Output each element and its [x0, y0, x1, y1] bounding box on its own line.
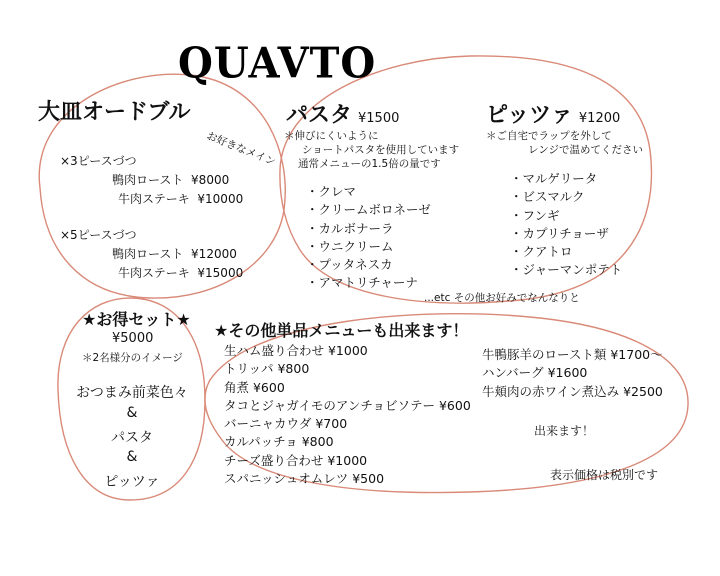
platter-item-name: 牛肉ステーキ: [118, 266, 190, 280]
platter-group-label: ×3ピースづつ: [60, 154, 137, 168]
pasta-item: ・クレマ: [306, 184, 357, 199]
others-heading: ★その他単品メニューも出来ます！: [214, 321, 469, 340]
pizza-item: ・マルゲリータ: [510, 171, 598, 186]
others-item: チーズ盛り合わせ ¥1000: [224, 452, 368, 468]
set-line: パスタ: [111, 430, 153, 446]
platter-item: [118, 264, 243, 281]
set-line: おつまみ前菜色々: [76, 385, 188, 401]
set-line: ピッツァ: [104, 474, 160, 490]
pizza-list: [510, 170, 622, 280]
others-item: 牛頬肉の赤ワイン煮込み ¥2500: [482, 383, 663, 399]
pasta-item: ・クリームボロネーゼ: [306, 202, 431, 218]
pizza-item: ・クアトロ: [510, 244, 573, 260]
pasta-price: ¥1500: [358, 111, 400, 126]
pasta-item: ・カルボナーラ: [306, 220, 394, 236]
others-item: ハンバーグ ¥1600: [482, 365, 588, 381]
others-closing: 出来ます！: [534, 424, 595, 438]
pasta-note: ＊伸びにくいように: [284, 130, 379, 142]
pizza-price: ¥1200: [578, 111, 621, 126]
platter-item: [112, 171, 229, 188]
others-item: トリッパ ¥800: [224, 361, 310, 377]
platter-item-price: ¥15000: [197, 266, 244, 280]
platter-item-name: 牛肉ステーキ: [118, 192, 190, 206]
set-note: ＊2名様分のイメージ: [82, 352, 183, 364]
others-item: 生ハム盛り合わせ ¥1000: [224, 343, 368, 358]
platter-item-price: ¥10000: [197, 192, 244, 206]
others-item: 角煮 ¥600: [224, 379, 285, 395]
pasta-note: ショートパスタを使用しています: [302, 144, 460, 156]
platter-item-price: ¥8000: [191, 173, 230, 187]
others-item: バーニャカウダ ¥700: [224, 416, 348, 432]
platter-item: [112, 245, 237, 262]
pasta-heading: [286, 98, 399, 129]
pizza-note: ＊ご自宅でラップを外して: [486, 130, 612, 142]
platter-heading: 大皿オードブル: [38, 100, 191, 125]
others-right-list: [482, 346, 663, 401]
restaurant-logo: QUAVTO: [178, 38, 377, 89]
pizza-item: ・ジャーマンポテト: [510, 262, 623, 278]
platter-side-note: お好きなメイン: [204, 129, 278, 169]
pizza-item: ・カプリチョーザ: [510, 225, 609, 241]
platter-item-name: 鴨肉ロースト: [112, 173, 184, 187]
pizza-title: ピッツァ: [486, 103, 573, 128]
set-price: ¥5000: [112, 331, 154, 346]
others-item: タコとジャガイモのアンチョビソテー ¥600: [224, 397, 471, 413]
others-item: 牛鴨豚羊のロースト類 ¥1700～: [482, 347, 663, 362]
set-heading: ★お得セット★: [82, 310, 191, 329]
pizza-note: レンジで温めてください: [528, 144, 643, 156]
pizza-item: ・ビスマルク: [510, 189, 585, 205]
pasta-note: 通常メニューの1.5倍の量です: [298, 158, 441, 170]
pizza-item: ・フンギ: [510, 207, 560, 223]
set-line: &: [126, 449, 138, 465]
others-left-list: [224, 342, 471, 488]
platter-item: [118, 190, 243, 207]
pasta-etc-note: ...etc その他お好みでなんなりと: [424, 292, 580, 304]
pasta-item: ・ウニクリーム: [306, 238, 394, 254]
pasta-item: ・アマトリチャーナ: [306, 275, 418, 291]
others-item: スパニッシュオムレツ ¥500: [224, 471, 385, 487]
others-item: カルパッチョ ¥800: [224, 434, 334, 450]
platter-item-price: ¥12000: [191, 247, 237, 261]
tax-note: 表示価格は税別です: [550, 468, 659, 482]
pizza-heading: [486, 98, 620, 129]
set-line: &: [126, 405, 138, 421]
pasta-item: ・プッタネスカ: [306, 257, 393, 273]
pasta-list: [306, 183, 431, 293]
pasta-title: パスタ: [286, 103, 353, 128]
platter-group-label: ×5ピースづつ: [60, 228, 137, 242]
platter-item-name: 鴨肉ロースト: [112, 247, 184, 261]
